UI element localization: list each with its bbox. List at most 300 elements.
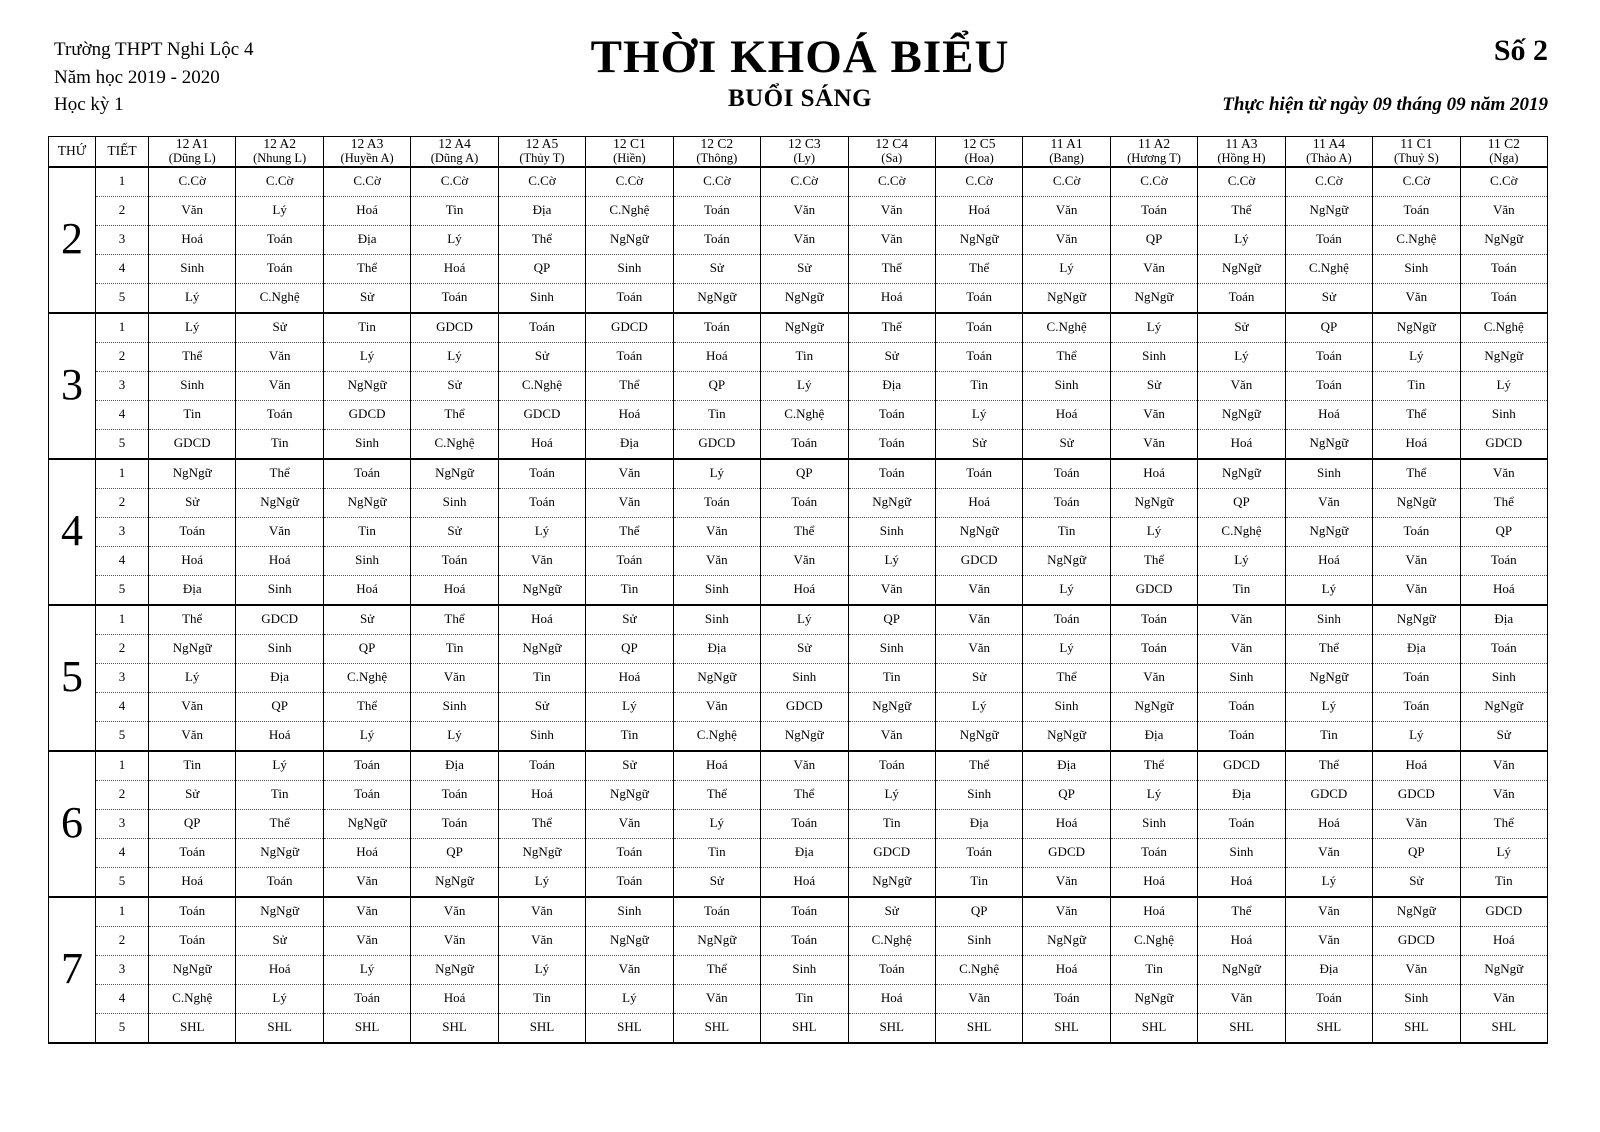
subject-cell: Toán (323, 780, 410, 809)
subject-cell: NgNgữ (1110, 283, 1197, 313)
class-name: 12 C3 (787, 136, 821, 151)
subject-cell: GDCD (673, 429, 760, 459)
subject-cell: Toán (761, 429, 848, 459)
subject-cell: Sinh (411, 692, 498, 721)
class-teacher: (Huyền A) (340, 150, 394, 165)
subject-cell: Lý (411, 342, 498, 371)
subject-cell: Văn (935, 984, 1022, 1013)
subject-cell: Lý (149, 283, 236, 313)
subject-cell: Văn (761, 225, 848, 254)
subject-cell: SHL (411, 1013, 498, 1043)
subject-cell: Hoá (673, 342, 760, 371)
subject-cell: NgNgữ (848, 488, 935, 517)
subject-cell: Tin (586, 721, 673, 751)
subject-cell: GDCD (323, 400, 410, 429)
table-row (49, 371, 1548, 400)
day-label: 6 (49, 751, 96, 897)
subject-cell: Sinh (411, 488, 498, 517)
period-number: 3 (96, 517, 149, 546)
subject-cell: Thể (761, 517, 848, 546)
table-row (49, 634, 1548, 663)
day-label: 5 (49, 605, 96, 751)
subject-cell: C.Nghệ (1198, 517, 1285, 546)
table-row (49, 1013, 1548, 1043)
subject-cell: NgNgữ (1198, 254, 1285, 283)
subject-cell: Sử (848, 897, 935, 927)
subject-cell: Tin (1373, 371, 1460, 400)
subject-cell: Thể (323, 692, 410, 721)
class-name: 12 C2 (700, 136, 734, 151)
subject-cell: Sinh (1373, 984, 1460, 1013)
period-number: 1 (96, 459, 149, 489)
subject-cell: Thể (1373, 459, 1460, 489)
subject-cell: Lý (586, 984, 673, 1013)
subject-cell: Lý (761, 605, 848, 635)
header-class-11-c2 (1460, 137, 1547, 167)
subject-cell: Toán (1023, 605, 1110, 635)
subject-cell: NgNgữ (935, 225, 1022, 254)
subject-cell: Toán (761, 488, 848, 517)
subject-cell: NgNgữ (673, 926, 760, 955)
subject-cell: C.Nghệ (586, 196, 673, 225)
subject-cell: NgNgữ (1110, 692, 1197, 721)
subject-cell: Hoá (236, 955, 323, 984)
subject-cell: Hoá (761, 575, 848, 605)
subject-cell: QP (1373, 838, 1460, 867)
subject-cell: Sử (498, 342, 585, 371)
subject-cell: Sinh (1285, 459, 1372, 489)
subject-cell: NgNgữ (149, 955, 236, 984)
subject-cell: NgNgữ (1460, 342, 1547, 371)
subject-cell: Hoá (149, 225, 236, 254)
subject-cell: Văn (1373, 283, 1460, 313)
subject-cell: SHL (1285, 1013, 1372, 1043)
subject-cell: Hoá (935, 488, 1022, 517)
subject-cell: Toán (1373, 663, 1460, 692)
subject-cell: Sử (323, 283, 410, 313)
subject-cell: Toán (586, 283, 673, 313)
subject-cell: Tin (323, 517, 410, 546)
class-teacher: (Sa) (881, 150, 903, 165)
class-teacher: (Hồng H) (1217, 150, 1266, 165)
subject-cell: GDCD (1110, 575, 1197, 605)
subject-cell: C.Cờ (236, 167, 323, 197)
period-number: 1 (96, 313, 149, 343)
subject-cell: Lý (1198, 546, 1285, 575)
subject-cell: Toán (1198, 692, 1285, 721)
class-teacher: (Bang) (1049, 150, 1084, 165)
header-row (49, 137, 1548, 167)
subject-cell: NgNgữ (586, 225, 673, 254)
subject-cell: SHL (1373, 1013, 1460, 1043)
subject-cell: GDCD (1198, 751, 1285, 781)
table-row (49, 663, 1548, 692)
subject-cell: Văn (586, 488, 673, 517)
subject-cell: Thể (935, 751, 1022, 781)
subject-cell: Hoá (1373, 429, 1460, 459)
subject-cell: SHL (761, 1013, 848, 1043)
period-number: 4 (96, 984, 149, 1013)
subject-cell: NgNgữ (1198, 955, 1285, 984)
right-header-block (1222, 34, 1548, 116)
subject-cell: Toán (761, 926, 848, 955)
subject-cell: Địa (848, 371, 935, 400)
subject-cell: QP (149, 809, 236, 838)
page-subtitle: BUỔI SÁNG (727, 84, 873, 112)
subject-cell: Sử (673, 254, 760, 283)
period-number: 1 (96, 605, 149, 635)
table-row (49, 342, 1548, 371)
subject-cell: Toán (1373, 517, 1460, 546)
subject-cell: Văn (1023, 196, 1110, 225)
subject-cell: Văn (586, 809, 673, 838)
subject-cell: Thể (1285, 751, 1372, 781)
subject-cell: Sử (673, 867, 760, 897)
subject-cell: Hoá (1110, 459, 1197, 489)
header-class-11-a4 (1285, 137, 1372, 167)
subject-cell: Văn (498, 897, 585, 927)
subject-cell: Hoá (1373, 751, 1460, 781)
subject-cell: GDCD (498, 400, 585, 429)
subject-cell: NgNgữ (1460, 692, 1547, 721)
subject-cell: NgNgữ (1023, 721, 1110, 751)
header-class-12-a3 (323, 137, 410, 167)
subject-cell: C.Nghệ (1373, 225, 1460, 254)
subject-cell: Lý (1198, 225, 1285, 254)
class-name: 12 C5 (962, 136, 996, 151)
subject-cell: Sử (149, 488, 236, 517)
subject-cell: Thể (411, 400, 498, 429)
subject-cell: NgNgữ (761, 283, 848, 313)
subject-cell: Văn (323, 867, 410, 897)
subject-cell: Văn (1110, 400, 1197, 429)
period-number: 5 (96, 429, 149, 459)
subject-cell: Lý (1285, 575, 1372, 605)
class-name: 12 C4 (875, 136, 909, 151)
class-teacher: (Thuỷ S) (1393, 150, 1439, 165)
subject-cell: Tin (411, 634, 498, 663)
subject-cell: C.Cờ (673, 167, 760, 197)
subject-cell: Hoá (1460, 575, 1547, 605)
subject-cell: Hoá (1198, 429, 1285, 459)
subject-cell: Văn (236, 342, 323, 371)
subject-cell: Lý (411, 225, 498, 254)
subject-cell: Toán (1285, 342, 1372, 371)
subject-cell: Lý (236, 984, 323, 1013)
subject-cell: C.Cờ (586, 167, 673, 197)
subject-cell: Văn (761, 751, 848, 781)
subject-cell: SHL (149, 1013, 236, 1043)
subject-cell: Văn (1460, 459, 1547, 489)
subject-cell: Lý (1023, 575, 1110, 605)
subject-cell: C.Nghệ (673, 721, 760, 751)
class-teacher: (Hoa) (964, 150, 994, 165)
class-name: 12 A5 (525, 136, 559, 151)
subject-cell: Tin (761, 342, 848, 371)
subject-cell: NgNgữ (1460, 955, 1547, 984)
subject-cell: Văn (323, 897, 410, 927)
subject-cell: SHL (323, 1013, 410, 1043)
subject-cell: NgNgữ (586, 780, 673, 809)
subject-cell: Toán (673, 225, 760, 254)
subject-cell: SHL (673, 1013, 760, 1043)
subject-cell: Lý (1460, 371, 1547, 400)
subject-cell: SHL (1460, 1013, 1547, 1043)
subject-cell: Sử (761, 634, 848, 663)
header-class-12-a2 (236, 137, 323, 167)
subject-cell: Văn (1460, 984, 1547, 1013)
document-header (46, 28, 1554, 136)
table-row (49, 605, 1548, 635)
subject-cell: Toán (1285, 371, 1372, 400)
day-label: 4 (49, 459, 96, 605)
subject-cell: Hoá (498, 780, 585, 809)
period-number: 2 (96, 780, 149, 809)
subject-cell: Hoá (935, 196, 1022, 225)
subject-cell: Lý (323, 721, 410, 751)
subject-cell: Văn (1285, 897, 1372, 927)
subject-cell: Văn (411, 897, 498, 927)
subject-cell: C.Cờ (1023, 167, 1110, 197)
subject-cell: Toán (1110, 634, 1197, 663)
subject-cell: NgNgữ (1198, 459, 1285, 489)
subject-cell: C.Nghệ (1023, 313, 1110, 343)
class-teacher: (Thảo A) (1306, 150, 1352, 165)
subject-cell: Địa (411, 751, 498, 781)
subject-cell: Lý (323, 955, 410, 984)
subject-cell: Địa (323, 225, 410, 254)
subject-cell: Sử (498, 692, 585, 721)
table-row (49, 167, 1548, 197)
subject-cell: Hoá (1285, 546, 1372, 575)
period-number: 2 (96, 488, 149, 517)
subject-cell: Toán (236, 254, 323, 283)
subject-cell: Hoá (323, 196, 410, 225)
subject-cell: Sinh (935, 926, 1022, 955)
subject-cell: Tin (236, 429, 323, 459)
subject-cell: Toán (236, 867, 323, 897)
subject-cell: GDCD (149, 429, 236, 459)
subject-cell: Văn (848, 196, 935, 225)
subject-cell: NgNgữ (1285, 517, 1372, 546)
subject-cell: Thể (1373, 400, 1460, 429)
subject-cell: NgNgữ (411, 955, 498, 984)
subject-cell: Tin (848, 809, 935, 838)
subject-cell: Văn (323, 926, 410, 955)
header-class-12-c1 (586, 137, 673, 167)
table-row (49, 926, 1548, 955)
subject-cell: Địa (935, 809, 1022, 838)
subject-cell: Sử (411, 517, 498, 546)
subject-cell: Văn (1285, 838, 1372, 867)
subject-cell: Hoá (586, 400, 673, 429)
subject-cell: Tin (586, 575, 673, 605)
semester: Học kỳ 1 (54, 94, 124, 116)
subject-cell: Thể (848, 254, 935, 283)
subject-cell: NgNgữ (498, 575, 585, 605)
subject-cell: C.Nghệ (935, 955, 1022, 984)
table-row (49, 283, 1548, 313)
subject-cell: Toán (673, 488, 760, 517)
page-title: THỜI KHOÁ BIỂU (590, 31, 1010, 83)
subject-cell: Thể (935, 254, 1022, 283)
school-name: Trường THPT Nghi Lộc 4 (54, 39, 254, 60)
subject-cell: C.Nghệ (411, 429, 498, 459)
subject-cell: QP (673, 371, 760, 400)
subject-cell: Văn (935, 575, 1022, 605)
subject-cell: Sinh (149, 254, 236, 283)
subject-cell: Toán (1285, 225, 1372, 254)
subject-cell: Lý (935, 692, 1022, 721)
subject-cell: Lý (673, 809, 760, 838)
subject-cell: Hoá (673, 751, 760, 781)
subject-cell: Thể (848, 313, 935, 343)
subject-cell: Toán (498, 459, 585, 489)
subject-cell: Lý (323, 342, 410, 371)
subject-cell: Toán (673, 897, 760, 927)
subject-cell: Sinh (1198, 663, 1285, 692)
subject-cell: Toán (149, 897, 236, 927)
subject-cell: Lý (848, 780, 935, 809)
subject-cell: C.Cờ (1110, 167, 1197, 197)
subject-cell: Sinh (1198, 838, 1285, 867)
subject-cell: SHL (236, 1013, 323, 1043)
subject-cell: C.Nghệ (1110, 926, 1197, 955)
subject-cell: Hoá (1460, 926, 1547, 955)
subject-cell: C.Cờ (848, 167, 935, 197)
table-row (49, 429, 1548, 459)
period-number: 4 (96, 400, 149, 429)
subject-cell: Toán (848, 751, 935, 781)
subject-cell: Toán (498, 751, 585, 781)
class-name: 11 A4 (1312, 136, 1345, 151)
table-row (49, 254, 1548, 283)
subject-cell: Tin (1285, 721, 1372, 751)
subject-cell: Tin (1110, 955, 1197, 984)
subject-cell: Thể (1023, 342, 1110, 371)
subject-cell: Văn (236, 517, 323, 546)
subject-cell: Văn (1198, 634, 1285, 663)
subject-cell: Văn (586, 459, 673, 489)
subject-cell: Sinh (848, 517, 935, 546)
subject-cell: Toán (1198, 721, 1285, 751)
subject-cell: GDCD (411, 313, 498, 343)
subject-cell: Tin (1023, 517, 1110, 546)
subject-cell: Toán (411, 546, 498, 575)
class-teacher: (Thủy T) (519, 150, 565, 165)
period-number: 5 (96, 283, 149, 313)
subject-cell: Hoá (586, 663, 673, 692)
subject-cell: Sử (848, 342, 935, 371)
subject-cell: Lý (1110, 517, 1197, 546)
subject-cell: Thể (1198, 897, 1285, 927)
subject-cell: Toán (586, 838, 673, 867)
subject-cell: Lý (236, 196, 323, 225)
subject-cell: Toán (1023, 459, 1110, 489)
subject-cell: NgNgữ (1110, 488, 1197, 517)
table-row (49, 400, 1548, 429)
subject-cell: Sinh (1023, 692, 1110, 721)
subject-cell: Văn (1460, 751, 1547, 781)
subject-cell: C.Nghệ (848, 926, 935, 955)
subject-cell: Toán (411, 780, 498, 809)
school-year: Năm học 2019 - 2020 (54, 66, 220, 88)
subject-cell: Văn (761, 546, 848, 575)
subject-cell: Toán (761, 897, 848, 927)
subject-cell: Địa (236, 663, 323, 692)
subject-cell: Lý (498, 517, 585, 546)
subject-cell: C.Cờ (1198, 167, 1285, 197)
subject-cell: QP (586, 634, 673, 663)
subject-cell: Toán (848, 459, 935, 489)
subject-cell: Toán (1110, 838, 1197, 867)
timetable-head (49, 137, 1548, 167)
subject-cell: Hoá (1110, 897, 1197, 927)
subject-cell: Lý (1110, 313, 1197, 343)
subject-cell: Địa (149, 575, 236, 605)
subject-cell: Văn (1198, 605, 1285, 635)
subject-cell: QP (236, 692, 323, 721)
table-row (49, 575, 1548, 605)
subject-cell: NgNgữ (761, 721, 848, 751)
subject-cell: NgNgữ (411, 867, 498, 897)
subject-cell: Lý (1198, 342, 1285, 371)
subject-cell: Sử (1285, 283, 1372, 313)
period-number: 3 (96, 371, 149, 400)
period-number: 3 (96, 955, 149, 984)
header-class-12-a1 (149, 137, 236, 167)
subject-cell: Toán (1110, 605, 1197, 635)
subject-cell: Toán (1198, 809, 1285, 838)
subject-cell: Tin (673, 400, 760, 429)
subject-cell: Lý (1285, 867, 1372, 897)
subject-cell: NgNgữ (323, 809, 410, 838)
subject-cell: Toán (935, 313, 1022, 343)
subject-cell: Toán (1460, 254, 1547, 283)
subject-cell: Thể (1023, 663, 1110, 692)
subject-cell: Địa (1460, 605, 1547, 635)
subject-cell: Sinh (586, 254, 673, 283)
subject-cell: Thể (761, 780, 848, 809)
subject-cell: Toán (935, 838, 1022, 867)
class-name: 11 A3 (1225, 136, 1258, 151)
subject-cell: Văn (1110, 663, 1197, 692)
subject-cell: NgNgữ (236, 838, 323, 867)
subject-cell: Lý (498, 867, 585, 897)
table-row (49, 313, 1548, 343)
subject-cell: NgNgữ (236, 897, 323, 927)
period-number: 3 (96, 663, 149, 692)
subject-cell: Tin (149, 751, 236, 781)
subject-cell: GDCD (586, 313, 673, 343)
subject-cell: Văn (1110, 254, 1197, 283)
subject-cell: GDCD (761, 692, 848, 721)
subject-cell: Văn (673, 546, 760, 575)
subject-cell: Sinh (236, 575, 323, 605)
period-number: 1 (96, 751, 149, 781)
subject-cell: Sử (761, 254, 848, 283)
subject-cell: NgNgữ (498, 634, 585, 663)
subject-cell: Hoá (1023, 400, 1110, 429)
subject-cell: Văn (236, 371, 323, 400)
subject-cell: Văn (1023, 867, 1110, 897)
header-class-11-c1 (1373, 137, 1460, 167)
subject-cell: Hoá (236, 721, 323, 751)
subject-cell: Địa (1373, 634, 1460, 663)
header-class-12-a4 (411, 137, 498, 167)
subject-cell: Sinh (1460, 400, 1547, 429)
subject-cell: SHL (586, 1013, 673, 1043)
